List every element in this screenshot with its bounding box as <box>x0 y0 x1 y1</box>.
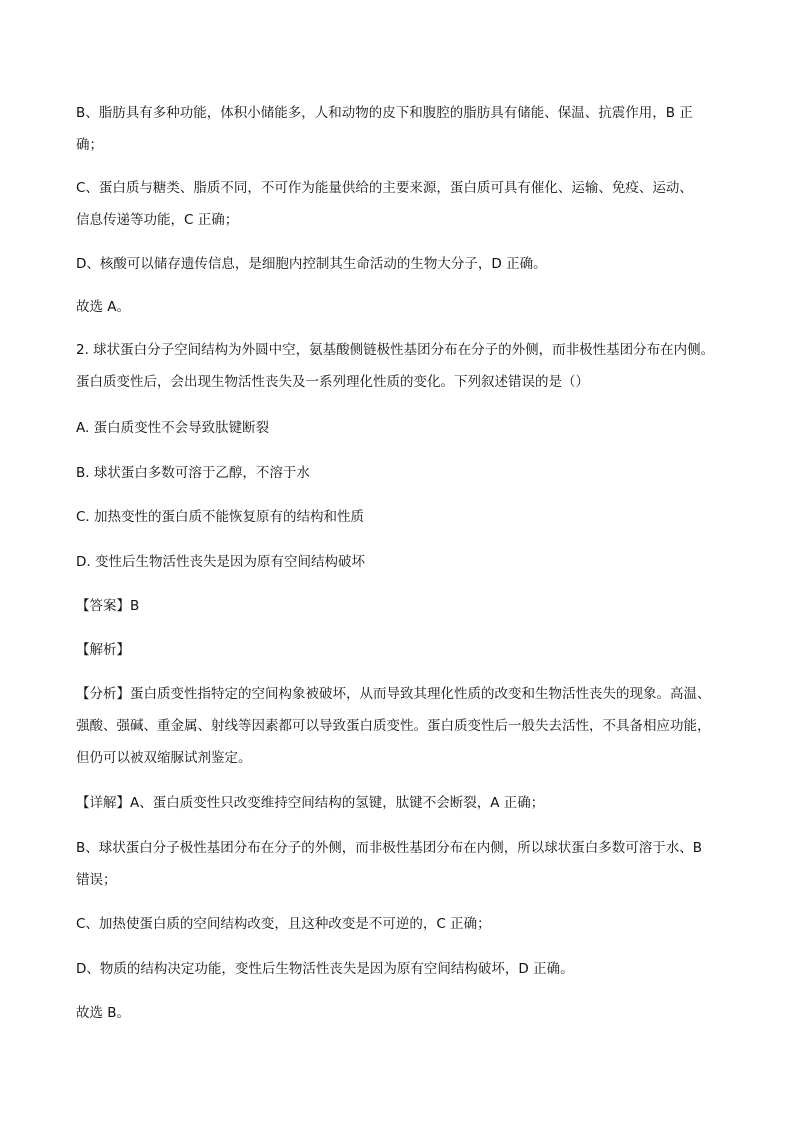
text-line-option-d-explanation: D、核酸可以储存遗传信息，是细胞内控制其生命活动的生物大分子，D 正确。 <box>76 256 547 272</box>
text-line-choice-d: D. 变性后生物活性丧失是因为原有空间结构破坏 <box>76 554 365 570</box>
text-line-answer: 【答案】B <box>76 598 140 614</box>
text-line-choose-answer-2: 故选 B。 <box>76 1005 131 1021</box>
text-line-choice-a: A. 蛋白质变性不会导致肽键断裂 <box>76 420 270 436</box>
text-line-choice-b: B. 球状蛋白多数可溶于乙醇，不溶于水 <box>76 465 310 481</box>
text-line-question-2: 2. 球状蛋白分子空间结构为外圆中空，氨基酸侧链极性基团分布在分子的外侧，而非极性基团分布在内侧。 <box>76 342 715 358</box>
text-line-analysis: 【分析】蛋白质变性指特定的空间构象被破坏，从而导致其理化性质的改变和生物活性丧失的现象。高温、 <box>76 686 711 702</box>
text-line-option-b-explanation-cont: 确； <box>76 137 103 153</box>
text-line-analysis-cont-2: 但仍可以被双缩脲试剂鉴定。 <box>76 750 252 766</box>
text-line-detail-a: 【详解】A、蛋白质变性只改变维持空间结构的氢键，肽键不会断裂，A 正确； <box>76 795 545 811</box>
text-line-option-c-explanation-cont: 信息传递等功能，C 正确； <box>76 212 239 228</box>
text-line-question-2-cont: 蛋白质变性后，会出现生物活性丧失及一系列理化性质的变化。下列叙述错误的是（） <box>76 374 589 390</box>
text-line-analysis-cont-1: 强酸、强碱、重金属、射线等因素都可以导致蛋白质变性。蛋白质变性后一般失去活性，不具备相应功能， <box>76 718 711 734</box>
text-line-choose-answer-1: 故选 A。 <box>76 299 131 315</box>
text-line-option-c-explanation: C、蛋白质与糖类、脂质不同，不可作为能量供给的主要来源，蛋白质可具有催化、运输、免疫、运动、 <box>76 180 693 196</box>
text-line-detail-d: D、物质的结构决定功能，变性后生物活性丧失是因为原有空间结构破坏，D 正确。 <box>76 961 574 977</box>
text-line-option-b-explanation: B、脂肪具有多种功能，体积小储能多，人和动物的皮下和腹腔的脂肪具有储能、保温、抗震作用，B 正 <box>76 105 693 121</box>
text-line-detail-b: B、球状蛋白分子极性基团分布在分子的外侧，而非极性基团分布在内侧，所以球状蛋白多数可溶于水、B <box>76 840 703 856</box>
text-line-choice-c: C. 加热变性的蛋白质不能恢复原有的结构和性质 <box>76 509 365 525</box>
text-line-analysis-heading: 【解析】 <box>76 642 130 658</box>
text-line-detail-c: C、加热使蛋白质的空间结构改变，且这种改变是不可逆的，C 正确； <box>76 916 491 932</box>
text-line-detail-b-cont: 错误； <box>76 872 117 888</box>
